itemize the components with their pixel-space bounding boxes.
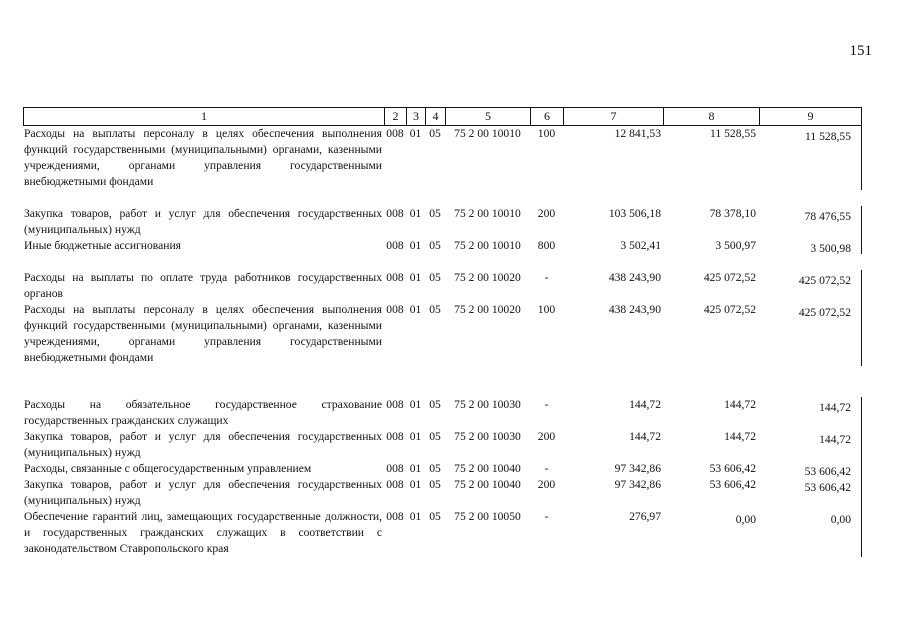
row-rz: 01	[409, 462, 422, 475]
row-value-9-text: 11 528,55	[805, 130, 851, 143]
row-csr: 75 2 00 10050	[454, 510, 521, 523]
row-rz: 01	[409, 398, 422, 411]
row-value-8: 425 072,52	[703, 303, 756, 316]
column-header-2: 2	[384, 107, 406, 126]
row-pr: 05	[429, 478, 441, 491]
row-vr: 100	[537, 127, 556, 140]
row-value-7: 276,97	[629, 510, 661, 523]
row-value-7: 12 841,53	[614, 127, 661, 140]
row-value-8: 425 072,52	[703, 271, 756, 284]
row-value-9-text: 425 072,52	[798, 274, 851, 287]
row-name: Иные бюджетные ассигнования	[24, 239, 181, 252]
row-rz: 01	[409, 207, 422, 220]
row-value-7: 144,72	[629, 398, 661, 411]
column-header-1: 1	[23, 107, 384, 126]
row-csr: 75 2 00 10030	[454, 430, 521, 443]
row-vr: 200	[537, 430, 556, 443]
row-rz: 01	[409, 303, 422, 316]
row-pr: 05	[429, 239, 441, 252]
row-name: Закупка товаров, работ и услуг для обеспечения государственных (муниципальных) нужд	[24, 207, 382, 236]
row-rz: 01	[409, 430, 422, 443]
row-value-7: 438 243,90	[608, 303, 661, 316]
row-csr: 75 2 00 10010	[454, 239, 521, 252]
row-value-7: 97 342,86	[614, 478, 661, 491]
row-value-8: 144,72	[724, 398, 756, 411]
row-rz: 01	[409, 478, 422, 491]
row-csr: 75 2 00 10010	[454, 127, 521, 140]
row-ved: 008	[386, 207, 404, 220]
row-name: Закупка товаров, работ и услуг для обеспечения государственных (муниципальных) нужд	[24, 478, 382, 507]
row-rz: 01	[409, 510, 422, 523]
row-pr: 05	[429, 207, 441, 220]
row-name: Расходы на выплаты персоналу в целях обеспечения выполнения функций государственными (муниципальными) органами, казенными учреждениями, органами управления государственными внебюджетными фондами	[24, 303, 382, 364]
row-value-7: 144,72	[629, 430, 661, 443]
row-name: Расходы на выплаты персоналу в целях обеспечения выполнения функций государственными (муниципальными) органами, казенными учреждениями, органами управления государственными внебюджетными фондами	[24, 127, 382, 188]
row-pr: 05	[429, 127, 441, 140]
row-value-8: 53 606,42	[709, 478, 756, 491]
row-vr: 200	[537, 478, 556, 491]
row-value-8: 11 528,55	[710, 127, 756, 140]
row-value-9	[759, 270, 862, 302]
row-ved: 008	[386, 430, 404, 443]
row-value-9	[759, 461, 862, 477]
row-ved: 008	[386, 271, 404, 284]
row-vr: -	[544, 271, 549, 284]
row-name: Обеспечение гарантий лиц, замещающих государственные должности, и государственных гражданских служащих в соответствии с законодательством Ставропольского края	[24, 510, 382, 555]
row-spacer	[23, 366, 862, 397]
row-value-9	[759, 302, 862, 366]
column-header-7: 7	[563, 107, 663, 126]
row-value-7: 3 502,41	[620, 239, 661, 252]
row-csr: 75 2 00 10010	[454, 207, 521, 220]
row-value-9	[759, 126, 862, 190]
row-ved: 008	[386, 478, 404, 491]
row-value-9	[759, 477, 862, 509]
row-value-7: 438 243,90	[608, 271, 661, 284]
row-vr: -	[544, 398, 549, 411]
row-pr: 05	[429, 303, 441, 316]
row-value-9	[759, 206, 862, 238]
row-rz: 01	[409, 271, 422, 284]
row-value-9-text: 53 606,42	[804, 481, 851, 494]
row-name: Расходы на выплаты по оплате труда работников государственных органов	[24, 271, 382, 300]
row-ved: 008	[386, 239, 404, 252]
row-spacer	[23, 254, 862, 270]
row-pr: 05	[429, 430, 441, 443]
row-csr: 75 2 00 10020	[454, 271, 521, 284]
row-value-7: 103 506,18	[608, 207, 661, 220]
row-value-9-text: 78 476,55	[804, 210, 851, 223]
row-name: Закупка товаров, работ и услуг для обеспечения государственных (муниципальных) нужд	[24, 430, 382, 459]
row-value-8: 3 500,97	[715, 239, 756, 252]
row-name: Расходы, связанные с общегосударственным управлением	[24, 462, 312, 475]
row-pr: 05	[429, 398, 441, 411]
row-ved: 008	[386, 127, 404, 140]
column-header-9: 9	[759, 107, 862, 126]
column-header-5: 5	[445, 107, 530, 126]
row-vr: -	[544, 462, 549, 475]
page-number: 151	[849, 43, 872, 59]
row-pr: 05	[429, 462, 441, 475]
row-value-8: 53 606,42	[709, 462, 756, 475]
column-header-6: 6	[530, 107, 563, 126]
row-value-9	[759, 397, 862, 429]
row-value-9	[759, 509, 862, 557]
row-value-9-text: 0,00	[830, 513, 851, 526]
row-vr: 100	[537, 303, 556, 316]
row-rz: 01	[409, 127, 422, 140]
row-spacer	[23, 190, 862, 206]
row-value-8: 144,72	[724, 430, 756, 443]
row-ved: 008	[386, 303, 404, 316]
row-value-9-text: 425 072,52	[798, 306, 851, 319]
row-csr: 75 2 00 10040	[454, 478, 521, 491]
row-csr: 75 2 00 10040	[454, 462, 521, 475]
row-value-9	[759, 429, 862, 461]
row-value-8: 78 378,10	[709, 207, 756, 220]
row-rz: 01	[409, 239, 422, 252]
row-csr: 75 2 00 10030	[454, 398, 521, 411]
row-value-9-text: 53 606,42	[804, 465, 851, 478]
row-value-7: 97 342,86	[614, 462, 661, 475]
row-value-9-text: 3 500,98	[810, 242, 851, 255]
column-header-8: 8	[663, 107, 759, 126]
row-ved: 008	[386, 462, 404, 475]
column-header-3: 3	[406, 107, 425, 126]
row-pr: 05	[429, 271, 441, 284]
row-value-8	[663, 509, 759, 557]
row-ved: 008	[386, 398, 404, 411]
row-pr: 05	[429, 510, 441, 523]
row-value-9-text: 144,72	[819, 433, 851, 446]
row-value-8-text: 0,00	[735, 513, 756, 526]
row-ved: 008	[386, 510, 404, 523]
row-value-9	[759, 238, 862, 254]
row-value-9-text: 144,72	[819, 401, 851, 414]
budget-table	[23, 107, 862, 557]
row-vr: 200	[537, 207, 556, 220]
row-vr: 800	[537, 239, 556, 252]
column-header-4: 4	[425, 107, 445, 126]
row-vr: -	[544, 510, 549, 523]
row-name: Расходы на обязательное государственное страхование государственных гражданских служащих	[24, 398, 382, 427]
row-csr: 75 2 00 10020	[454, 303, 521, 316]
